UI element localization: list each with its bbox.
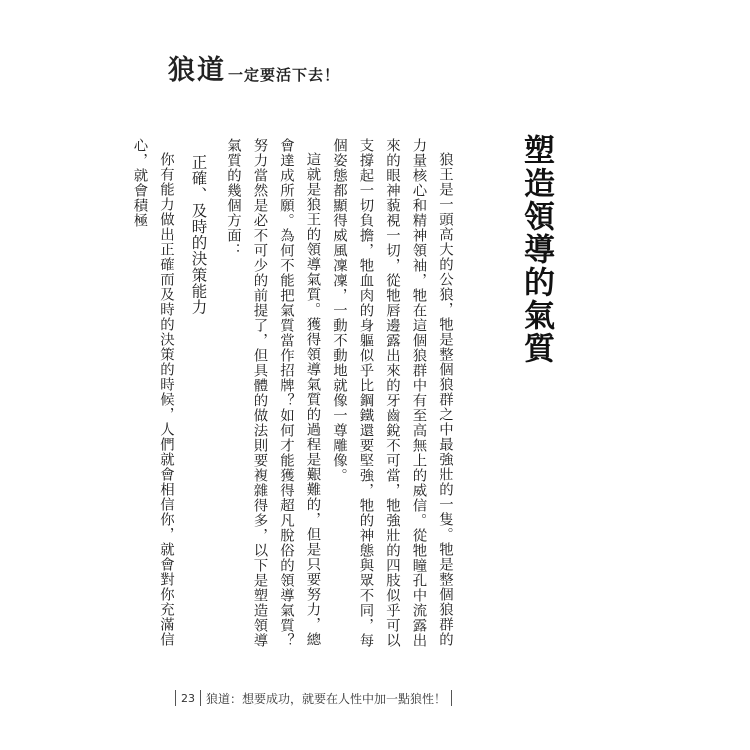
header-title-big: 狼道: [168, 55, 226, 86]
footer-book-title: 狼道：想要成功，就要在人性中加一點狼性！: [206, 691, 447, 706]
body-text: [126, 138, 458, 648]
paragraph-3: 你有能力做出正確而及時的決策的時候，人們就會相信你，就會對你充滿信心，就會積極: [131, 138, 174, 648]
footer-bar-right: [451, 690, 452, 706]
header-title-small: 一定要活下去！: [228, 66, 341, 84]
chapter-title: 塑造領導的氣質: [518, 134, 554, 365]
footer-bar-left: [175, 690, 176, 706]
page-number: 23: [181, 691, 195, 705]
paragraph-2: 這就是狼王的領導氣質。獲得領導氣質的過程是艱難的，但是只要努力，總會達成所願。為何不能把氣質當作招牌？如何才能獲得超凡脫俗的領導氣質？努力當然是必不可少的前提了，但具體的做法則要複雜得多，以下是塑造領導氣質的幾個方面：: [225, 138, 321, 648]
section-subheading: 正確、及時的決策能力: [189, 153, 208, 315]
page-header: [168, 44, 340, 84]
page-footer: [170, 688, 457, 708]
paragraph-1: 狼王是一頭高大的公狼，牠是整個狼群之中最強壯的一隻。牠是整個狼群的力量核心和精神領袖，牠在這個狼群中有至高無上的威信。從牠瞳孔中流露出來的眼神藐視一切，從牠唇邊露出來的牙齒銳不可當，牠強壯的四肢似乎可以支撐起一切負擔，牠血肉的身軀似乎比鋼鐵還要堅強，牠的神態與眾不同，每個姿態都顯得威風凜凜，一動不動地就像一尊雕像。: [331, 138, 453, 648]
footer-bar-mid: [200, 690, 201, 706]
